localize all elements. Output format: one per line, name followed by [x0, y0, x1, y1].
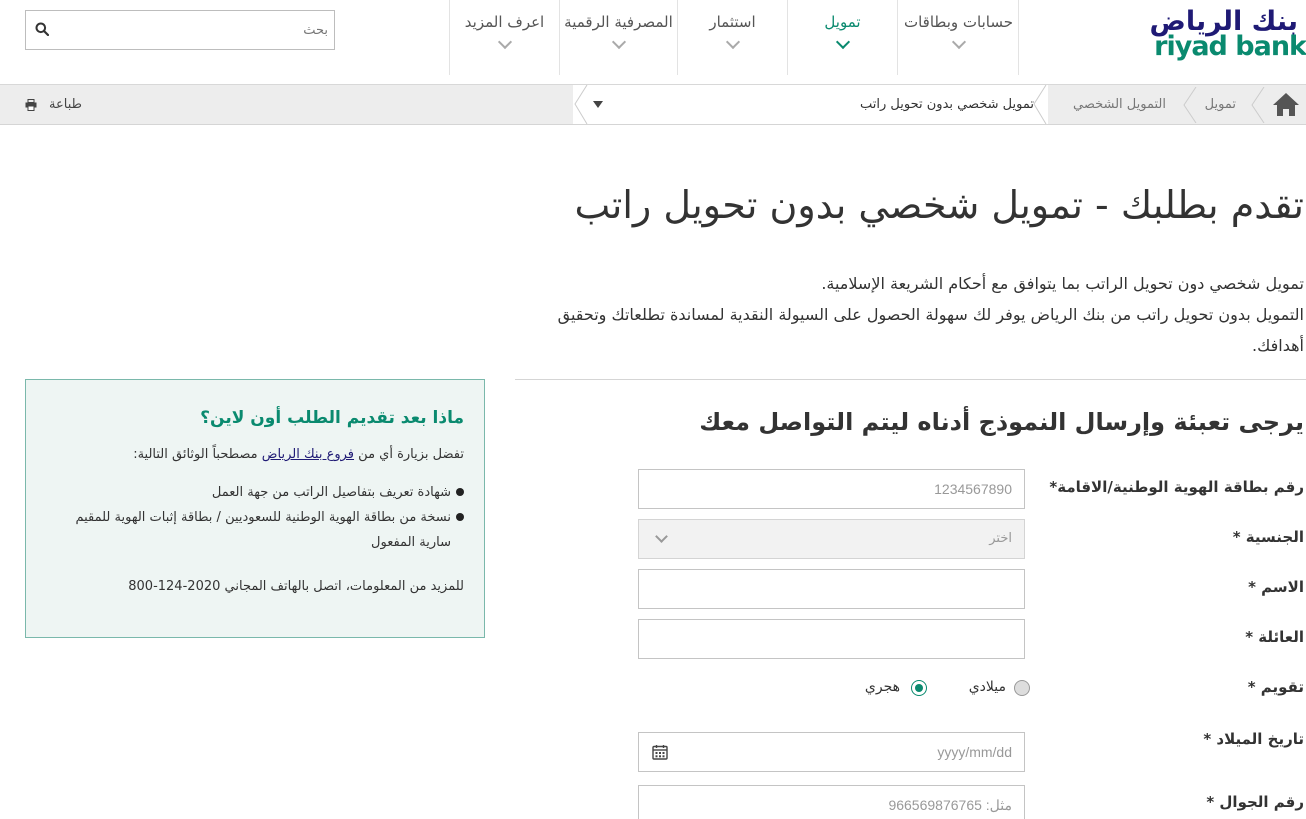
nav-item-label: تمويل — [824, 13, 861, 31]
required-documents-list — [44, 480, 464, 555]
chevron-down-icon — [725, 35, 739, 49]
chevron-down-icon — [497, 35, 511, 49]
chevron-down-icon — [611, 35, 625, 49]
calendar-label: تقويم * — [1247, 678, 1304, 696]
breadcrumb-separator — [573, 85, 589, 124]
intro-line: تمويل شخصي دون تحويل الراتب بما يتوافق مع أحكام الشريعة الإسلامية. — [821, 274, 1304, 293]
search-input[interactable] — [66, 11, 328, 49]
form-heading: يرجى تعبئة وإرسال النموذج أدناه ليتم التواصل معك — [699, 408, 1304, 436]
nav-item-finance[interactable] — [787, 0, 897, 75]
mobile-input[interactable] — [638, 785, 1025, 819]
logo-arabic-text: بنك الرياض — [1149, 6, 1298, 37]
mobile-label: رقم الجوال * — [1206, 793, 1304, 811]
printer-icon — [25, 99, 37, 111]
chevron-down-icon — [655, 530, 668, 543]
breadcrumb-current-dropdown[interactable] — [573, 85, 1048, 124]
nationality-label: الجنسية * — [1232, 528, 1304, 546]
radio-label: هجري — [864, 679, 900, 695]
nav-item-label: حسابات وبطاقات — [903, 13, 1013, 31]
breadcrumb-separator — [1032, 85, 1048, 124]
radio-button[interactable] — [911, 680, 927, 696]
top-navigation — [0, 0, 1306, 85]
divider — [515, 379, 1306, 380]
home-icon — [1266, 85, 1306, 124]
nav-item-label: استثمار — [709, 13, 756, 31]
info-box-heading: ماذا بعد تقديم الطلب أون لاين؟ — [200, 408, 464, 428]
info-box-intro-prefix: تفضل بزيارة أي من — [358, 447, 464, 462]
radio-label: ميلادي — [968, 679, 1006, 695]
after-application-info-box — [25, 379, 485, 638]
page-intro — [534, 268, 1304, 361]
search-box — [25, 10, 335, 50]
print-label: طباعة — [49, 97, 82, 112]
dob-label: تاريخ الميلاد * — [1203, 730, 1304, 748]
branches-link[interactable]: فروع بنك الرياض — [261, 447, 355, 462]
contact-text: للمزيد من المعلومات، اتصل بالهاتف المجاني 2020-124-800 — [128, 579, 464, 594]
info-box-intro-suffix: مصطحباً الوثائق التالية: — [133, 447, 258, 462]
info-box-intro — [133, 447, 464, 462]
first-name-input[interactable] — [638, 569, 1025, 609]
chevron-down-icon — [951, 35, 965, 49]
page-title: تقدم بطلبك - تمويل شخصي بدون تحويل راتب — [574, 183, 1304, 227]
home-link[interactable] — [1266, 85, 1306, 124]
last-name-label: العائلة * — [1245, 628, 1304, 646]
nationality-select[interactable] — [638, 519, 1025, 559]
radio-button[interactable] — [1014, 680, 1030, 696]
intro-line: التمويل بدون تحويل راتب من بنك الرياض يوفر لك سهولة الحصول على السيولة النقدية لمساندة تطلعاتك وتحقيق أهدافك. — [557, 305, 1304, 355]
id-number-label: رقم بطاقة الهوية الوطنية/الاقامة* — [1049, 478, 1304, 496]
breadcrumb-item-current: تمويل شخصي بدون تحويل راتب — [860, 97, 1034, 112]
nav-item-learn-more[interactable] — [449, 0, 559, 75]
nav-item-digital-banking[interactable] — [559, 0, 677, 75]
search-icon[interactable] — [35, 22, 49, 36]
calendar-hijri-radio[interactable] — [855, 678, 927, 700]
breadcrumb — [0, 85, 1306, 125]
nav-item-label: اعرف المزيد — [464, 13, 545, 31]
breadcrumb-item-personal-finance[interactable]: التمويل الشخصي — [1073, 97, 1166, 112]
nav-item-accounts-cards[interactable] — [897, 0, 1019, 75]
breadcrumb-separator — [1250, 87, 1266, 123]
chevron-down-icon — [835, 35, 849, 49]
calendar-radio-group — [855, 678, 1030, 700]
last-name-input[interactable] — [638, 619, 1025, 659]
list-item: شهادة تعريف بتفاصيل الراتب من جهة العمل — [44, 480, 464, 505]
logo-english-text: riyad bank — [1154, 31, 1306, 62]
breadcrumb-item-finance[interactable]: تمويل — [1204, 97, 1236, 112]
calendar-gregorian-radio[interactable] — [950, 678, 1030, 700]
list-item: نسخة من بطاقة الهوية الوطنية للسعوديين / بطاقة إثبات الهوية للمقيم سارية المفعول — [44, 505, 464, 555]
first-name-label: الاسم * — [1248, 578, 1304, 596]
riyad-bank-logo[interactable] — [1131, 6, 1306, 62]
calendar-icon[interactable] — [652, 744, 668, 760]
caret-down-icon — [593, 101, 603, 108]
nationality-selected-value: اختر — [989, 531, 1012, 546]
nav-divider — [1018, 0, 1019, 75]
breadcrumb-separator — [1182, 87, 1198, 123]
nav-item-label: المصرفية الرقمية — [564, 13, 673, 31]
dob-input[interactable] — [638, 732, 1025, 772]
dob-field — [638, 732, 1025, 772]
nav-item-investment[interactable] — [677, 0, 787, 75]
id-number-input[interactable] — [638, 469, 1025, 509]
